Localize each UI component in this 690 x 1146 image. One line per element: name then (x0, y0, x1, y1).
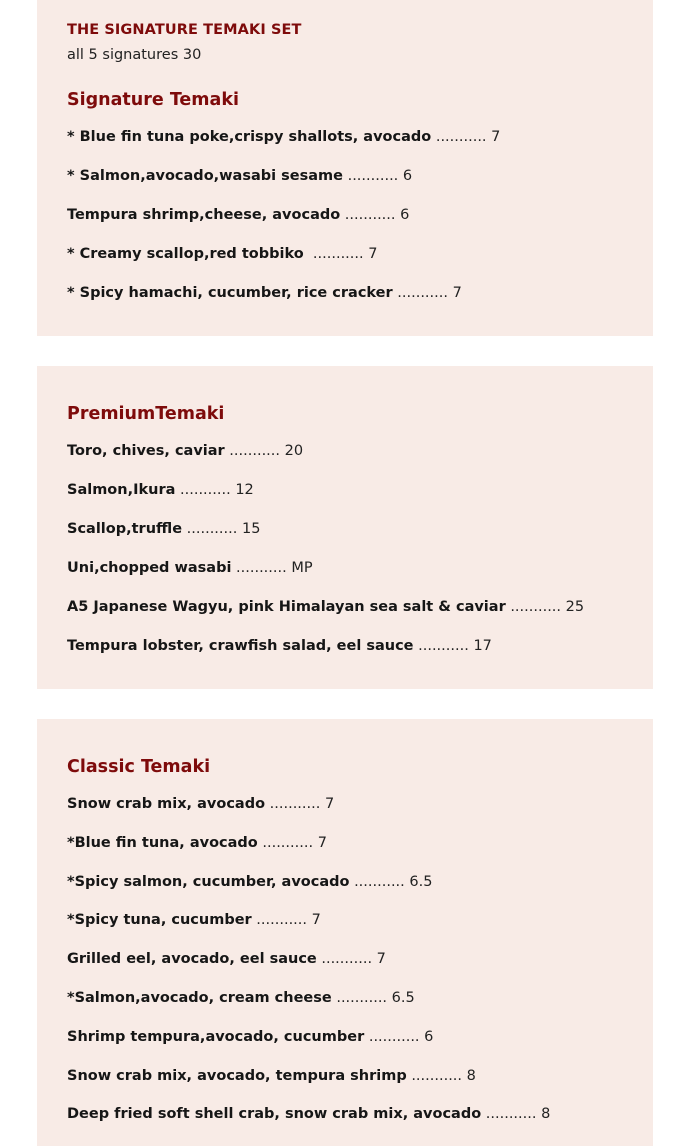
menu-item (67, 520, 584, 559)
signature-temaki-heading: Signature Temaki (67, 90, 239, 110)
signature-set-subtitle: all 5 signatures 30 (67, 47, 202, 63)
menu-item (67, 598, 584, 637)
signature-temaki-card (37, 0, 653, 336)
classic-temaki-list (67, 795, 550, 1144)
menu-item-price: 7 (311, 912, 321, 929)
menu-item-name: *Spicy tuna, cucumber (67, 912, 252, 929)
menu-item-leader-dots: ........... (392, 285, 453, 301)
classic-temaki-heading: Classic Temaki (67, 757, 211, 777)
menu-item (67, 559, 584, 598)
menu-item-name: * Salmon,avocado,wasabi sesame (67, 168, 343, 184)
menu-item (67, 284, 500, 323)
menu-item-name: Tempura lobster, crawfish salad, eel sauce (67, 638, 414, 654)
menu-item (67, 1067, 550, 1106)
menu-item-name: * Spicy hamachi, cucumber, rice cracker (67, 285, 393, 301)
menu-item-leader-dots: ........... (257, 834, 318, 851)
menu-item (67, 481, 584, 520)
premium-temaki-list (67, 442, 584, 676)
menu-item-name: Tempura shrimp,cheese, avocado (67, 207, 341, 223)
signature-set-title: THE SIGNATURE TEMAKI SET (67, 22, 302, 38)
menu-item-price: 15 (241, 521, 261, 537)
menu-item (67, 167, 500, 206)
menu-item-price: 6.5 (391, 989, 415, 1006)
menu-item-leader-dots: ........... (340, 207, 401, 223)
menu-item-price: 7 (491, 129, 501, 145)
menu-item-name: Deep fried soft shell crab, snow crab mix, avocado (67, 1106, 482, 1123)
menu-item-leader-dots: ........... (316, 951, 377, 968)
menu-item (67, 245, 500, 284)
menu-item-leader-dots: ........... (251, 912, 312, 929)
menu-item-price: 6 (402, 168, 413, 184)
menu-item-leader-dots: ........... (265, 796, 325, 812)
menu-item-price: 17 (473, 638, 492, 654)
classic-temaki-card (37, 719, 653, 1146)
menu-item-name: Grilled eel, avocado, eel sauce (67, 951, 317, 968)
menu-item-leader-dots: ........... (231, 560, 292, 576)
menu-item-price: 8 (466, 1067, 476, 1084)
menu-item-name: *Salmon,avocado, cream cheese (67, 989, 332, 1006)
menu-item (67, 834, 550, 873)
menu-item-price: 25 (565, 599, 585, 615)
menu-item-leader-dots: ........... (303, 246, 369, 262)
menu-item-name: Salmon,Ikura (67, 482, 176, 498)
menu-item-leader-dots: ........... (481, 1106, 542, 1123)
menu-item-leader-dots: ........... (364, 1028, 425, 1045)
menu-item-name: Snow crab mix, avocado (67, 796, 266, 812)
menu-item-name: Toro, chives, caviar (67, 443, 225, 459)
menu-item-name: Shrimp tempura,avocado, cucumber (67, 1028, 365, 1045)
menu-item-price: 12 (235, 482, 254, 498)
premium-temaki-heading: PremiumTemaki (67, 404, 225, 424)
menu-item (67, 911, 550, 950)
menu-item (67, 1105, 550, 1144)
menu-item-price: 6 (400, 207, 410, 223)
menu-item-price: 7 (317, 834, 327, 851)
menu-item-name: * Creamy scallop,red tobbiko (67, 246, 304, 262)
menu-item (67, 128, 500, 167)
menu-item-price: MP (291, 560, 313, 576)
menu-item-leader-dots: ........... (505, 599, 566, 615)
menu-item (67, 795, 550, 834)
menu-item-leader-dots: ........... (431, 129, 492, 145)
menu-item-leader-dots: ........... (175, 482, 236, 498)
menu-item-price: 8 (541, 1106, 551, 1123)
menu-item-leader-dots: ........... (331, 989, 392, 1006)
menu-item-name: A5 Japanese Wagyu, pink Himalayan sea salt & caviar (67, 599, 506, 615)
menu-item (67, 1028, 550, 1067)
menu-item (67, 637, 584, 676)
menu-item-leader-dots: ........... (406, 1067, 467, 1084)
menu-item-name: *Spicy salmon, cucumber, avocado (67, 873, 350, 890)
menu-item-leader-dots: ........... (342, 168, 403, 184)
menu-item-leader-dots: ........... (224, 443, 285, 459)
menu-item-leader-dots: ........... (349, 873, 410, 890)
menu-item (67, 442, 584, 481)
menu-item-price: 6.5 (409, 873, 433, 890)
menu-item (67, 950, 550, 989)
menu-item-name: Uni,chopped wasabi (67, 560, 232, 576)
menu-item-price: 7 (324, 796, 335, 812)
menu-item (67, 873, 550, 912)
menu-item-leader-dots: ........... (413, 638, 474, 654)
menu-item-price: 7 (376, 951, 386, 968)
signature-temaki-list (67, 128, 500, 323)
menu-item-name: *Blue fin tuna, avocado (67, 834, 258, 851)
menu-item-name: Scallop,truffle (67, 521, 183, 537)
menu-item-leader-dots: ........... (182, 521, 242, 537)
menu-item-name: Snow crab mix, avocado, tempura shrimp (67, 1067, 407, 1084)
menu-item-price: 20 (284, 443, 304, 459)
menu-item-price: 7 (368, 246, 378, 262)
menu-item-name: * Blue fin tuna poke,crispy shallots, avocado (67, 129, 432, 145)
premium-temaki-card (37, 366, 653, 689)
menu-item-price: 7 (452, 285, 462, 301)
menu-item-price: 6 (424, 1028, 434, 1045)
menu-item (67, 206, 500, 245)
menu-item (67, 989, 550, 1028)
